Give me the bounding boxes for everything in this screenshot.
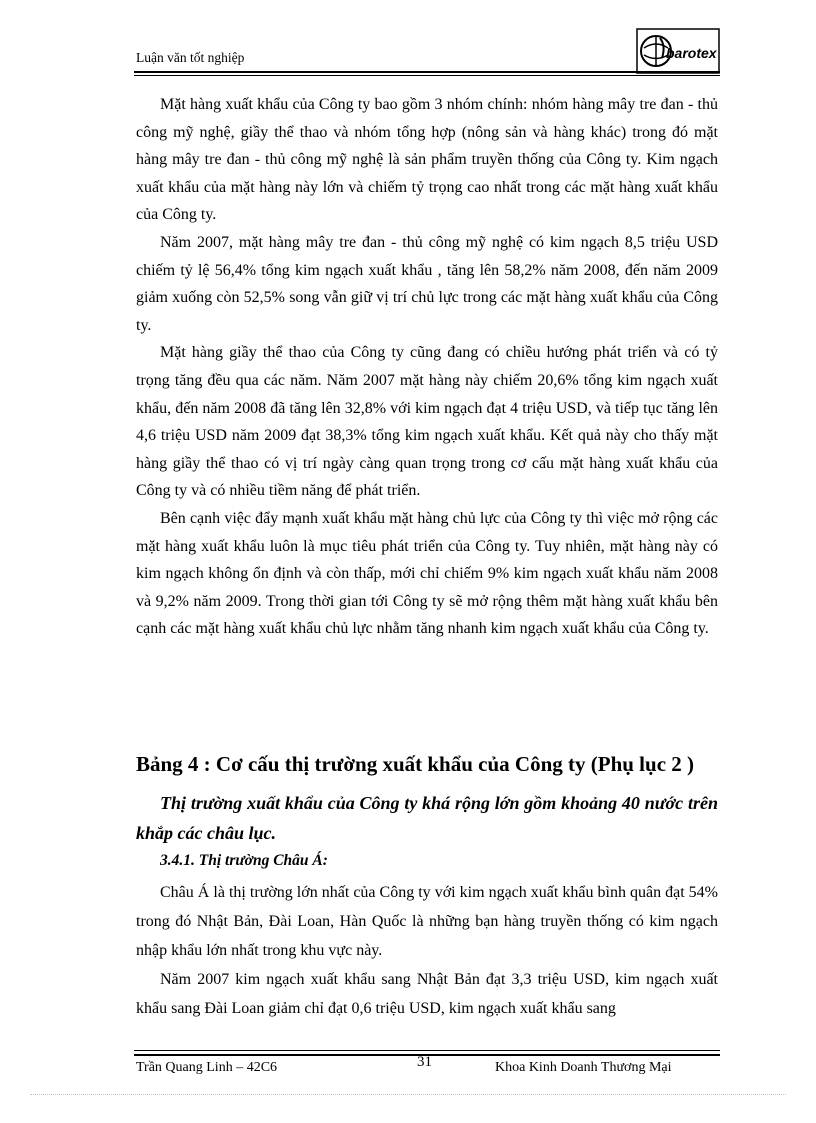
paragraph: Năm 2007, mặt hàng mây tre đan - thủ công mỹ nghệ có kim ngạch 8,5 triệu USD chiếm tỷ lệ 56,4% tổng kim ngạch xuất khẩu , tăng lên 58,2% năm 2008, đến năm 2009 giảm xuống còn 52,5% song vẫn giữ vị trí chủ lực trong các mặt hàng xuất khẩu của Công ty. <box>136 233 718 334</box>
header-rule <box>134 71 720 73</box>
footer-rule-thin <box>134 1050 720 1051</box>
paragraph: Bên cạnh việc đẩy mạnh xuất khẩu mặt hàng chủ lực của Công ty thì việc mở rộng các mặt hàng xuất khẩu luôn là mục tiêu phát triển của Công ty. Tuy nhiên, mặt hàng này có kim ngạch không ổn định và còn thấp, mới chỉ chiếm 9% kim ngạch xuất khẩu năm 2008 và 9,2% năm 2009. Trong thời gian tới Công ty sẽ mở rộng thêm mặt hàng xuất khẩu bên cạnh các mặt hàng xuất khẩu chủ lực nhằm tăng nhanh kim ngạch xuất khẩu của Công ty. <box>136 509 718 638</box>
paragraph: Mặt hàng xuất khẩu của Công ty bao gồm 3 nhóm chính: nhóm hàng mây tre đan - thủ công mỹ nghệ, giầy thể thao và nhóm tổng hợp (nông sản và hàng khác) trong đó mặt hàng mây tre đan - thủ công mỹ nghệ là sản phẩm truyền thống của Công ty. Kim ngạch xuất khẩu của mặt hàng này lớn và chiếm tỷ trọng cao nhất trong các mặt hàng xuất khẩu của Công ty. <box>136 96 718 224</box>
table-title: Bảng 4 : Cơ cấu thị trường xuất khẩu của Công ty (Phụ lục 2 ) <box>136 752 695 776</box>
page-number: 31 <box>417 1054 432 1070</box>
body-text-2 <box>136 878 718 1023</box>
header-title: Luận văn tốt nghiệp <box>136 50 245 65</box>
section-lead: Thị trường xuất khẩu của Công ty khá rộng lớn gồm khoảng 40 nước trên khắp các châu lục. <box>136 793 718 843</box>
subheading: 3.4.1. Thị trường Châu Á: <box>160 852 328 869</box>
footer-author: Trần Quang Linh – 42C6 <box>136 1060 278 1075</box>
header-rule-thin <box>134 75 720 76</box>
body-text <box>136 91 718 643</box>
footer-department: Khoa Kinh Doanh Thương Mại <box>495 1060 672 1075</box>
paragraph: Mặt hàng giầy thể thao của Công ty cũng đang có chiều hướng phát triển và có tỷ trọng tăng đều qua các năm. Năm 2007 mặt hàng này chiếm 20,6% tổng kim ngạch xuất khẩu, đến năm 2008 đã tăng lên 32,8% với kim ngạch đạt 4 triệu USD, và tiếp tục tăng lên 4,6 triệu USD năm 2009 đạt 38,3% tổng kim ngạch xuất khẩu. Kết quả này cho thấy mặt hàng giầy thể thao có vị trí ngày càng quan trọng trong cơ cấu mặt hàng xuất khẩu của Công ty và có nhiều tiềm năng để phát triển. <box>136 344 718 500</box>
logo-text: barotex <box>666 45 717 61</box>
paragraph: Năm 2007 kim ngạch xuất khẩu sang Nhật Bản đạt 3,3 triệu USD, kim ngạch xuất khẩu sang Đài Loan giảm chỉ đạt 0,6 triệu USD, kim ngạch xuất khẩu sang <box>136 971 718 1017</box>
paragraph: Châu Á là thị trường lớn nhất của Công ty với kim ngạch xuất khẩu bình quân đạt 54% trong đó Nhật Bản, Đài Loan, Hàn Quốc là những bạn hàng truyền thống có kim ngạch nhập khẩu lớn nhất trong khu vực này. <box>136 884 718 959</box>
page-edge <box>30 1094 786 1095</box>
barotex-logo <box>636 28 720 74</box>
